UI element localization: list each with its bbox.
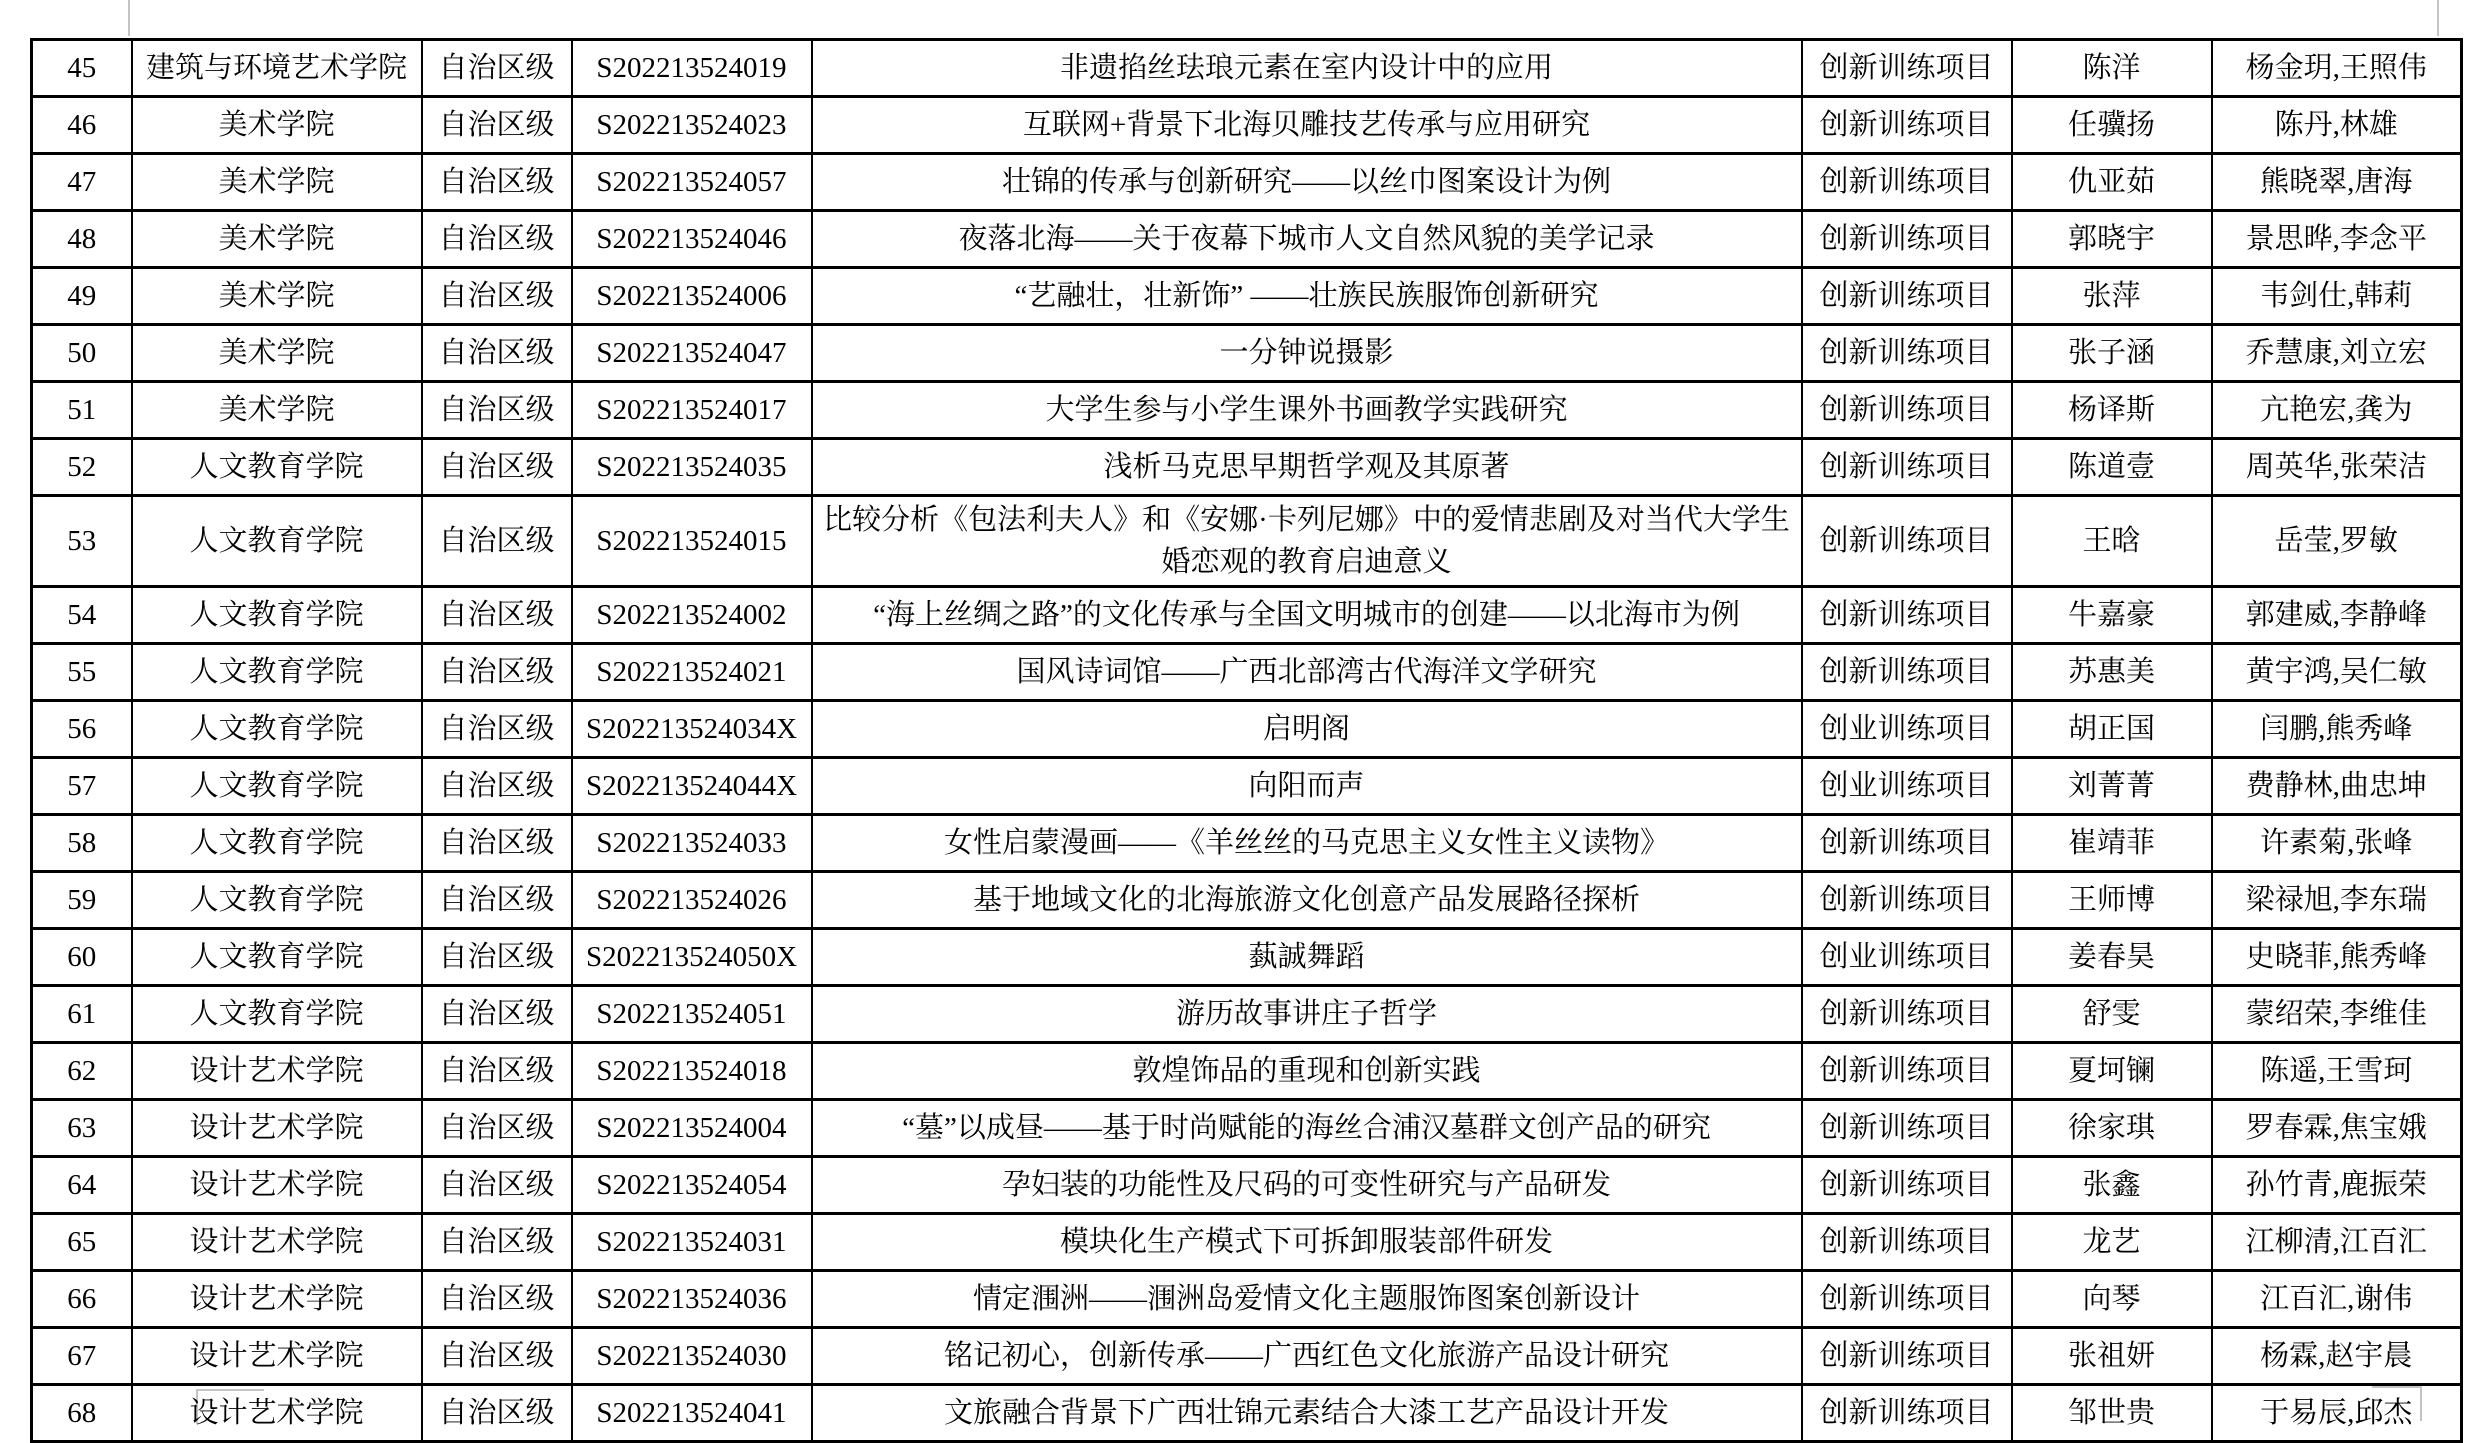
cell-project-members[interactable]: 黄宇鸿,吴仁敏	[2212, 644, 2462, 701]
cell-college[interactable]: 人文教育学院	[132, 815, 422, 872]
cell-row-number[interactable]: 45	[32, 40, 132, 97]
cell-project-code[interactable]: S202213524017	[572, 382, 812, 439]
cell-project-type[interactable]: 创业训练项目	[1802, 758, 2012, 815]
cell-project-level[interactable]: 自治区级	[422, 97, 572, 154]
table-row	[32, 1385, 2462, 1442]
cell-project-members[interactable]: 岳莹,罗敏	[2212, 496, 2462, 587]
cell-project-title[interactable]: 夜落北海——关于夜幕下城市人文自然风貌的美学记录	[812, 211, 1802, 268]
cell-project-level[interactable]: 自治区级	[422, 758, 572, 815]
table-row	[32, 40, 2462, 97]
cell-project-code[interactable]: S202213524030	[572, 1328, 812, 1385]
cell-project-code[interactable]: S202213524015	[572, 496, 812, 587]
cell-project-code[interactable]: S202213524051	[572, 986, 812, 1043]
cell-project-members[interactable]: 史晓菲,熊秀峰	[2212, 929, 2462, 986]
cell-row-number[interactable]: 52	[32, 439, 132, 496]
cell-project-title[interactable]: 浅析马克思早期哲学观及其原著	[812, 439, 1802, 496]
cell-project-title[interactable]: “海上丝绸之路”的文化传承与全国文明城市的创建——以北海市为例	[812, 587, 1802, 644]
cell-project-level[interactable]: 自治区级	[422, 268, 572, 325]
cell-project-members[interactable]: 江柳清,江百汇	[2212, 1214, 2462, 1271]
cell-project-code[interactable]: S202213524006	[572, 268, 812, 325]
table-row	[32, 986, 2462, 1043]
cell-project-leader[interactable]: 张鑫	[2012, 1157, 2212, 1214]
cell-college[interactable]: 美术学院	[132, 382, 422, 439]
cell-row-number[interactable]: 50	[32, 325, 132, 382]
table-row	[32, 644, 2462, 701]
cell-project-title[interactable]: 向阳而声	[812, 758, 1802, 815]
cell-project-code[interactable]: S202213524033	[572, 815, 812, 872]
cell-project-code[interactable]: S202213524054	[572, 1157, 812, 1214]
table-row	[32, 496, 2462, 587]
cell-project-members[interactable]: 周英华,张荣洁	[2212, 439, 2462, 496]
cell-project-type[interactable]: 创新训练项目	[1802, 587, 2012, 644]
cell-project-leader[interactable]: 徐家琪	[2012, 1100, 2212, 1157]
cell-project-type[interactable]: 创新训练项目	[1802, 644, 2012, 701]
cell-project-type[interactable]: 创新训练项目	[1802, 496, 2012, 587]
cell-project-title[interactable]: 文旅融合背景下广西壮锦元素结合大漆工艺产品设计开发	[812, 1385, 1802, 1442]
cell-project-title[interactable]: 互联网+背景下北海贝雕技艺传承与应用研究	[812, 97, 1802, 154]
cell-row-number[interactable]: 48	[32, 211, 132, 268]
cell-project-level[interactable]: 自治区级	[422, 986, 572, 1043]
cell-project-title[interactable]: 孕妇装的功能性及尺码的可变性研究与产品研发	[812, 1157, 1802, 1214]
cell-project-type[interactable]: 创新训练项目	[1802, 154, 2012, 211]
cell-project-leader[interactable]: 龙艺	[2012, 1214, 2212, 1271]
cell-college[interactable]: 设计艺术学院	[132, 1271, 422, 1328]
cell-college[interactable]: 美术学院	[132, 268, 422, 325]
cell-college[interactable]: 人文教育学院	[132, 587, 422, 644]
table-row	[32, 325, 2462, 382]
cell-project-code[interactable]: S202213524035	[572, 439, 812, 496]
cell-project-code[interactable]: S202213524050X	[572, 929, 812, 986]
cell-project-leader[interactable]: 仇亚茹	[2012, 154, 2212, 211]
cell-project-members[interactable]: 闫鹏,熊秀峰	[2212, 701, 2462, 758]
cell-project-level[interactable]: 自治区级	[422, 496, 572, 587]
cell-project-members[interactable]: 陈遥,王雪珂	[2212, 1043, 2462, 1100]
cell-college[interactable]: 人文教育学院	[132, 758, 422, 815]
cell-college[interactable]: 设计艺术学院	[132, 1100, 422, 1157]
table-row	[32, 1043, 2462, 1100]
cell-project-title[interactable]: 启明阁	[812, 701, 1802, 758]
cell-project-title[interactable]: 蓺誠舞蹈	[812, 929, 1802, 986]
cell-project-leader[interactable]: 任骥扬	[2012, 97, 2212, 154]
cell-row-number[interactable]: 58	[32, 815, 132, 872]
cell-row-number[interactable]: 61	[32, 986, 132, 1043]
cell-row-number[interactable]: 55	[32, 644, 132, 701]
cell-project-type[interactable]: 创新训练项目	[1802, 439, 2012, 496]
cell-project-level[interactable]: 自治区级	[422, 1043, 572, 1100]
cell-project-level[interactable]: 自治区级	[422, 815, 572, 872]
cell-project-leader[interactable]: 舒雯	[2012, 986, 2212, 1043]
cell-college[interactable]: 人文教育学院	[132, 986, 422, 1043]
cell-project-type[interactable]: 创新训练项目	[1802, 1043, 2012, 1100]
table-row	[32, 1100, 2462, 1157]
cell-project-code[interactable]: S202213524057	[572, 154, 812, 211]
cell-project-leader[interactable]: 刘菁菁	[2012, 758, 2212, 815]
cell-row-number[interactable]: 46	[32, 97, 132, 154]
projects-table-body	[32, 40, 2462, 1442]
table-row	[32, 268, 2462, 325]
cell-project-members[interactable]: 乔慧康,刘立宏	[2212, 325, 2462, 382]
cell-project-title[interactable]: 游历故事讲庄子哲学	[812, 986, 1802, 1043]
cell-project-code[interactable]: S202213524046	[572, 211, 812, 268]
table-row	[32, 1214, 2462, 1271]
table-row	[32, 929, 2462, 986]
table-row	[32, 1328, 2462, 1385]
cell-row-number[interactable]: 60	[32, 929, 132, 986]
cell-project-title[interactable]: 大学生参与小学生课外书画教学实践研究	[812, 382, 1802, 439]
cell-row-number[interactable]: 51	[32, 382, 132, 439]
cell-project-code[interactable]: S202213524019	[572, 40, 812, 97]
cell-project-members[interactable]: 熊晓翠,唐海	[2212, 154, 2462, 211]
cell-college[interactable]: 人文教育学院	[132, 872, 422, 929]
cell-row-number[interactable]: 62	[32, 1043, 132, 1100]
cell-project-type[interactable]: 创新训练项目	[1802, 1100, 2012, 1157]
cell-project-title[interactable]: 壮锦的传承与创新研究——以丝巾图案设计为例	[812, 154, 1802, 211]
cell-project-level[interactable]: 自治区级	[422, 1100, 572, 1157]
cell-project-title[interactable]: “艺融壮，壮新饰” ——壮族民族服饰创新研究	[812, 268, 1802, 325]
cell-project-leader[interactable]: 崔靖菲	[2012, 815, 2212, 872]
table-row	[32, 815, 2462, 872]
cell-project-level[interactable]: 自治区级	[422, 701, 572, 758]
cell-row-number[interactable]: 57	[32, 758, 132, 815]
table-row	[32, 758, 2462, 815]
cell-project-level[interactable]: 自治区级	[422, 872, 572, 929]
table-row	[32, 1271, 2462, 1328]
cell-project-level[interactable]: 自治区级	[422, 325, 572, 382]
cell-project-code[interactable]: S202213524041	[572, 1385, 812, 1442]
cell-project-title[interactable]: 国风诗词馆——广西北部湾古代海洋文学研究	[812, 644, 1802, 701]
cell-project-code[interactable]: S202213524021	[572, 644, 812, 701]
cell-project-members[interactable]: 杨霖,赵宇晨	[2212, 1328, 2462, 1385]
cell-project-members[interactable]: 许素菊,张峰	[2212, 815, 2462, 872]
cell-project-type[interactable]: 创新训练项目	[1802, 1328, 2012, 1385]
cell-project-type[interactable]: 创新训练项目	[1802, 986, 2012, 1043]
cell-college[interactable]: 设计艺术学院	[132, 1043, 422, 1100]
cell-row-number[interactable]: 68	[32, 1385, 132, 1442]
cell-project-leader[interactable]: 王师博	[2012, 872, 2212, 929]
cell-project-members[interactable]: 韦剑仕,韩莉	[2212, 268, 2462, 325]
cell-college[interactable]: 美术学院	[132, 325, 422, 382]
table-row	[32, 154, 2462, 211]
cell-project-type[interactable]: 创新训练项目	[1802, 872, 2012, 929]
cell-project-leader[interactable]: 王晗	[2012, 496, 2212, 587]
cell-project-title[interactable]: 基于地域文化的北海旅游文化创意产品发展路径探析	[812, 872, 1802, 929]
cell-row-number[interactable]: 53	[32, 496, 132, 587]
cell-college[interactable]: 人文教育学院	[132, 496, 422, 587]
cell-project-code[interactable]: S202213524044X	[572, 758, 812, 815]
cell-project-leader[interactable]: 胡正国	[2012, 701, 2212, 758]
cell-project-level[interactable]: 自治区级	[422, 1385, 572, 1442]
cell-project-members[interactable]: 罗春霖,焦宝娥	[2212, 1100, 2462, 1157]
cell-project-level[interactable]: 自治区级	[422, 211, 572, 268]
cell-project-code[interactable]: S202213524047	[572, 325, 812, 382]
cell-project-type[interactable]: 创业训练项目	[1802, 701, 2012, 758]
cell-project-title[interactable]: 模块化生产模式下可拆卸服装部件研发	[812, 1214, 1802, 1271]
cell-project-level[interactable]: 自治区级	[422, 929, 572, 986]
cell-row-number[interactable]: 56	[32, 701, 132, 758]
cell-project-type[interactable]: 创新训练项目	[1802, 815, 2012, 872]
cell-project-title[interactable]: 敦煌饰品的重现和创新实践	[812, 1043, 1802, 1100]
cell-project-members[interactable]: 江百汇,谢伟	[2212, 1271, 2462, 1328]
cell-row-number[interactable]: 66	[32, 1271, 132, 1328]
cell-project-title[interactable]: 一分钟说摄影	[812, 325, 1802, 382]
cell-project-type[interactable]: 创新训练项目	[1802, 1214, 2012, 1271]
cell-project-members[interactable]: 孙竹青,鹿振荣	[2212, 1157, 2462, 1214]
cell-project-type[interactable]: 创新训练项目	[1802, 40, 2012, 97]
cell-project-leader[interactable]: 夏坷镧	[2012, 1043, 2212, 1100]
cell-project-title[interactable]: 女性启蒙漫画——《羊丝丝的马克思主义女性主义读物》	[812, 815, 1802, 872]
cell-college[interactable]: 美术学院	[132, 97, 422, 154]
cell-project-level[interactable]: 自治区级	[422, 1214, 572, 1271]
table-row	[32, 587, 2462, 644]
cell-project-type[interactable]: 创新训练项目	[1802, 382, 2012, 439]
cell-project-code[interactable]: S202213524034X	[572, 701, 812, 758]
cell-row-number[interactable]: 67	[32, 1328, 132, 1385]
cell-project-members[interactable]: 于易辰,邱杰	[2212, 1385, 2462, 1442]
cell-college[interactable]: 人文教育学院	[132, 439, 422, 496]
cell-project-title[interactable]: 铭记初心，创新传承——广西红色文化旅游产品设计研究	[812, 1328, 1802, 1385]
cell-project-type[interactable]: 创新训练项目	[1802, 97, 2012, 154]
cell-row-number[interactable]: 47	[32, 154, 132, 211]
cell-project-leader[interactable]: 张萍	[2012, 268, 2212, 325]
cell-college[interactable]: 美术学院	[132, 211, 422, 268]
cell-project-leader[interactable]: 郭晓宇	[2012, 211, 2212, 268]
cell-project-members[interactable]: 杨金玥,王照伟	[2212, 40, 2462, 97]
cell-row-number[interactable]: 64	[32, 1157, 132, 1214]
cell-project-leader[interactable]: 张祖妍	[2012, 1328, 2212, 1385]
cell-project-level[interactable]: 自治区级	[422, 154, 572, 211]
cell-row-number[interactable]: 59	[32, 872, 132, 929]
table-row	[32, 701, 2462, 758]
cell-project-type[interactable]: 创新训练项目	[1802, 325, 2012, 382]
cell-project-code[interactable]: S202213524002	[572, 587, 812, 644]
cell-project-leader[interactable]: 陈洋	[2012, 40, 2212, 97]
cell-project-type[interactable]: 创新训练项目	[1802, 211, 2012, 268]
cell-row-number[interactable]: 49	[32, 268, 132, 325]
cell-project-level[interactable]: 自治区级	[422, 644, 572, 701]
cell-college[interactable]: 人文教育学院	[132, 644, 422, 701]
cell-project-level[interactable]: 自治区级	[422, 587, 572, 644]
crop-mark-top-left	[128, 0, 132, 36]
table-row	[32, 211, 2462, 268]
cell-project-code[interactable]: S202213524026	[572, 872, 812, 929]
cell-project-level[interactable]: 自治区级	[422, 40, 572, 97]
cell-project-members[interactable]: 费静林,曲忠坤	[2212, 758, 2462, 815]
cell-project-code[interactable]: S202213524004	[572, 1100, 812, 1157]
cell-project-leader[interactable]: 张子涵	[2012, 325, 2212, 382]
table-row	[32, 382, 2462, 439]
cell-project-level[interactable]: 自治区级	[422, 439, 572, 496]
cell-project-leader[interactable]: 向琴	[2012, 1271, 2212, 1328]
cell-project-type[interactable]: 创新训练项目	[1802, 1385, 2012, 1442]
cell-project-type[interactable]: 创新训练项目	[1802, 1157, 2012, 1214]
cell-project-code[interactable]: S202213524023	[572, 97, 812, 154]
cell-project-members[interactable]: 陈丹,林雄	[2212, 97, 2462, 154]
cell-college[interactable]: 建筑与环境艺术学院	[132, 40, 422, 97]
cell-project-level[interactable]: 自治区级	[422, 382, 572, 439]
cell-project-leader[interactable]: 陈道壹	[2012, 439, 2212, 496]
cell-project-level[interactable]: 自治区级	[422, 1328, 572, 1385]
cell-college[interactable]: 设计艺术学院	[132, 1328, 422, 1385]
table-row	[32, 872, 2462, 929]
cell-project-members[interactable]: 蒙绍荣,李维佳	[2212, 986, 2462, 1043]
cell-project-leader[interactable]: 苏惠美	[2012, 644, 2212, 701]
cell-college[interactable]: 设计艺术学院	[132, 1385, 422, 1442]
cell-project-leader[interactable]: 牛嘉豪	[2012, 587, 2212, 644]
cell-college[interactable]: 人文教育学院	[132, 929, 422, 986]
cell-college[interactable]: 设计艺术学院	[132, 1157, 422, 1214]
cell-project-members[interactable]: 亢艳宏,龚为	[2212, 382, 2462, 439]
cell-project-type[interactable]: 创业训练项目	[1802, 929, 2012, 986]
cell-project-title[interactable]: “墓”以成昼——基于时尚赋能的海丝合浦汉墓群文创产品的研究	[812, 1100, 1802, 1157]
table-row	[32, 439, 2462, 496]
cell-college[interactable]: 人文教育学院	[132, 701, 422, 758]
cell-project-level[interactable]: 自治区级	[422, 1271, 572, 1328]
cell-project-members[interactable]: 梁禄旭,李东瑞	[2212, 872, 2462, 929]
cell-row-number[interactable]: 54	[32, 587, 132, 644]
cell-project-title[interactable]: 非遗掐丝珐琅元素在室内设计中的应用	[812, 40, 1802, 97]
table-row	[32, 97, 2462, 154]
cell-project-members[interactable]: 景思晔,李念平	[2212, 211, 2462, 268]
cell-college[interactable]: 美术学院	[132, 154, 422, 211]
table-row	[32, 1157, 2462, 1214]
crop-mark-top-right	[2437, 0, 2441, 36]
cell-project-leader[interactable]: 杨译斯	[2012, 382, 2212, 439]
cell-project-title[interactable]: 比较分析《包法利夫人》和《安娜·卡列尼娜》中的爱情悲剧及对当代大学生婚恋观的教育启迪意义	[812, 496, 1802, 587]
cell-project-type[interactable]: 创新训练项目	[1802, 268, 2012, 325]
cell-project-code[interactable]: S202213524031	[572, 1214, 812, 1271]
cell-row-number[interactable]: 65	[32, 1214, 132, 1271]
cell-project-leader[interactable]: 邹世贵	[2012, 1385, 2212, 1442]
cell-project-type[interactable]: 创新训练项目	[1802, 1271, 2012, 1328]
cell-project-level[interactable]: 自治区级	[422, 1157, 572, 1214]
cell-project-code[interactable]: S202213524036	[572, 1271, 812, 1328]
cell-project-title[interactable]: 情定涠洲——涠洲岛爱情文化主题服饰图案创新设计	[812, 1271, 1802, 1328]
cell-row-number[interactable]: 63	[32, 1100, 132, 1157]
cell-college[interactable]: 设计艺术学院	[132, 1214, 422, 1271]
cell-project-leader[interactable]: 姜春昊	[2012, 929, 2212, 986]
cell-project-code[interactable]: S202213524018	[572, 1043, 812, 1100]
projects-table	[30, 38, 2463, 1443]
cell-project-members[interactable]: 郭建威,李静峰	[2212, 587, 2462, 644]
